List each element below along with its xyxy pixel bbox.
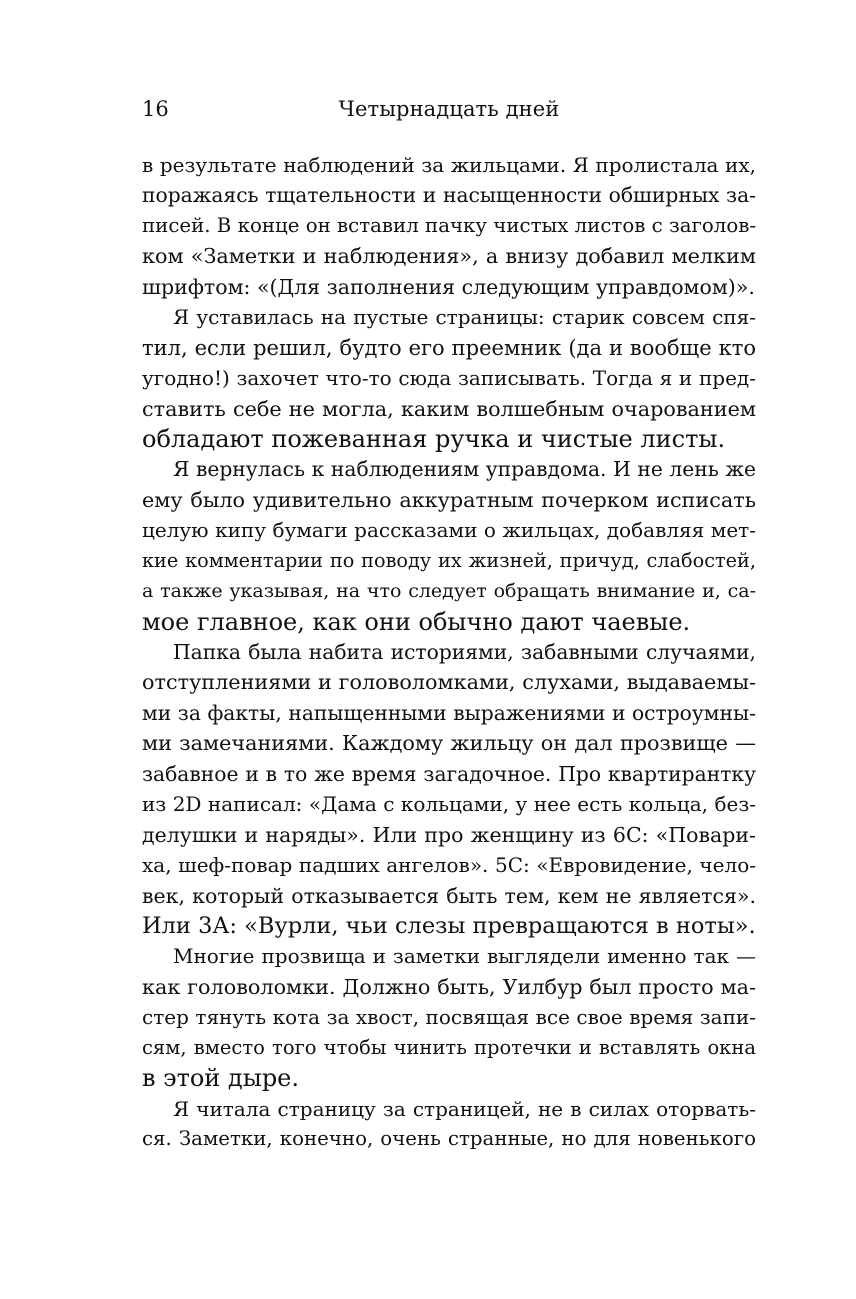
- body-text: [142, 150, 756, 1154]
- text-line: кие комментарии по поводу их жизней, причуд, слабостей,: [142, 548, 756, 572]
- text-line: ха, шеф-повар падших ангелов». 5С: «Евровидение, чело-: [142, 853, 756, 878]
- text-line: Многие прозвища и заметки выглядели именно так —: [173, 944, 756, 969]
- text-line: а также указывая, на что следует обращать внимание и, са-: [142, 580, 756, 603]
- text-line: мое главное, как они обычно дают чаевые.: [142, 607, 691, 636]
- text-line: поражаясь тщательности и насыщенности обширных за-: [142, 183, 756, 208]
- text-line: из 2D написал: «Дама с кольцами, у нее есть кольца, без-: [142, 792, 756, 817]
- text-line: в результате наблюдений за жильцами. Я пролистала их,: [142, 153, 756, 177]
- text-line: сям, вместо того чтобы чинить протечки и вставлять окна: [142, 1035, 756, 1059]
- text-line: писей. В конце он вставил пачку чистых листов с заголов-: [142, 213, 756, 237]
- text-line: отступлениями и головоломками, слухами, выдаваемы-: [142, 670, 756, 695]
- text-line: ком «Заметки и наблюдения», а внизу добавил мелким: [142, 244, 756, 269]
- running-title: Четырнадцать дней: [338, 97, 560, 121]
- text-line: угодно!) захочет что-то сюда записывать. Тогда я и пред-: [142, 366, 756, 391]
- text-line: Папка была набита историями, забавными случаями,: [173, 640, 756, 664]
- text-line: Я вернулась к наблюдениям управдома. И не лень же: [173, 457, 756, 482]
- text-line: забавное и в то же время загадочное. Про квартирантку: [142, 761, 756, 786]
- text-line: шрифтом: «(Для заполнения следующим управдомом)».: [142, 274, 755, 299]
- text-line: ми за факты, напыщенными выражениями и остроумны-: [142, 700, 756, 725]
- text-line: Или 3А: «Вурли, чьи слезы превращаются в ноты».: [142, 912, 756, 939]
- text-line: ему было удивительно аккуратным почерком исписать: [142, 487, 756, 512]
- text-line: в этой дыре.: [142, 1064, 300, 1093]
- text-line: как головоломки. Должно быть, Уилбур был просто ма-: [142, 974, 756, 999]
- text-line: стер тянуть кота за хвост, посвящая все свое время запи-: [142, 1005, 756, 1030]
- text-line: ся. Заметки, конечно, очень странные, но для новенького: [142, 1127, 756, 1150]
- text-line: тил, если решил, будто его преемник (да и вообще кто: [142, 335, 756, 360]
- text-line: делушки и наряды». Или про женщину из 6С: «Повари-: [142, 822, 756, 847]
- text-line: век, который отказывается быть тем, кем не является».: [142, 883, 756, 908]
- text-line: ставить себе не могла, каким волшебным очарованием: [142, 396, 756, 421]
- text-line: целую кипу бумаги рассказами о жильцах, добавляя мет-: [142, 518, 756, 543]
- page-number: 16: [142, 97, 169, 121]
- text-line: обладают пожеванная ручка и чистые листы.: [142, 424, 726, 453]
- text-line: Я читала страницу за страницей, не в силах оторвать-: [173, 1096, 756, 1121]
- text-line: ми замечаниями. Каждому жильцу он дал прозвище —: [142, 731, 756, 756]
- text-line: Я уставилась на пустые страницы: старик совсем спя-: [173, 305, 756, 330]
